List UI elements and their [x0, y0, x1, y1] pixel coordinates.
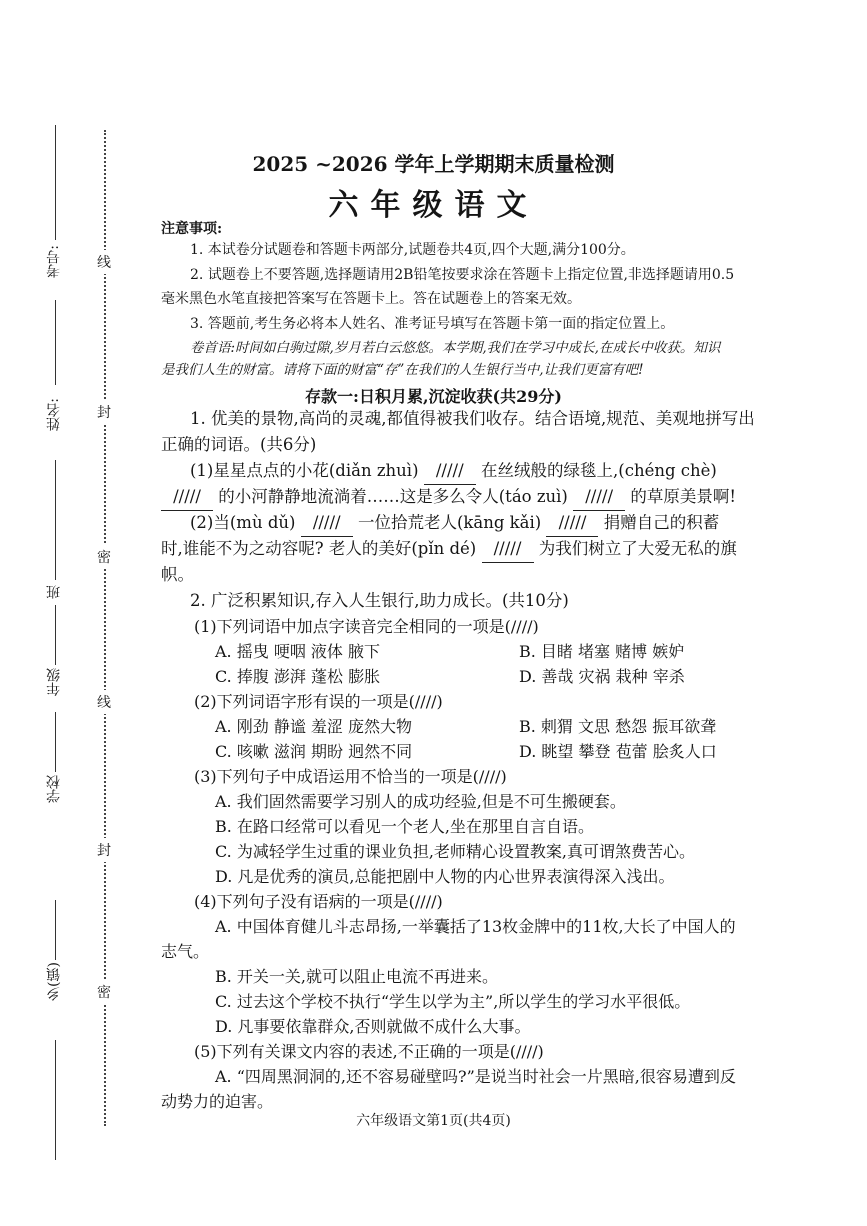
bind-mark-feng: 封 [97, 838, 111, 862]
notice-item-2: 2. 试题卷上不要答题,选择题请用2B铅笔按要求涂在答题卡上指定位置,非选择题请用0.5 [190, 267, 735, 283]
preface-line-2: 是我们人生的财富。请将下面的财富“存”在我们的人生银行当中,让我们更富有吧! [161, 362, 644, 378]
q2-sub4-option-a: A. 中国体育健儿斗志昂扬,一举囊括了13枚金牌中的11枚,大长了中国人的 [215, 917, 736, 936]
q2-sub2-option-d: D. 眺望 攀登 苞蕾 脍炙人口 [519, 742, 717, 761]
section-1-title: 存款一:日积月累,沉淀收获(共29分) [305, 387, 562, 406]
exam-number-label: 考号: [46, 245, 62, 278]
q1-stem-1: 1. 优美的景物,高尚的灵魂,都值得被我们收存。结合语境,规范、美观地拼写出 [190, 409, 755, 428]
bind-mark-mi: 密 [97, 980, 111, 1004]
q1-line-1: (1)星星点点的小花(diǎn zhuì) ///// 在丝绒般的绿毯上,(chéng chè) [190, 458, 717, 485]
answer-blank: ///// [301, 510, 353, 537]
class-line [55, 460, 56, 580]
notice-item-2-cont: 毫米黑色水笔直接把答案写在答题卡上。答在试题卷上的答案无效。 [161, 291, 581, 307]
q2-sub4-option-d: D. 凡事要依靠群众,否则就做不成什么大事。 [215, 1017, 531, 1036]
school-label: 学校 [46, 775, 62, 803]
exam-title: 2025 ~2026 学年上学期期末质量检测 [252, 152, 615, 176]
notice-item-1: 1. 本试卷分试题卷和答题卡两部分,试题卷共4页,四个大题,满分100分。 [190, 242, 635, 258]
q2-sub2: (2)下列词语字形有误的一项是(////) [194, 692, 443, 711]
name-line [55, 300, 56, 385]
bind-mark-feng: 封 [97, 400, 111, 424]
notice-item-3: 3. 答题前,考生务必将本人姓名、准考证号填写在答题卡第一面的指定位置上。 [190, 316, 675, 332]
q2-sub1-option-d: D. 善哉 灾祸 栽种 宰杀 [519, 667, 685, 686]
q2-sub5-option-a-cont: 动势力的迫害。 [161, 1092, 274, 1111]
bind-mark-xian: 线 [97, 690, 111, 714]
answer-blank: ///// [161, 484, 213, 511]
q2-sub4: (4)下列句子没有语病的一项是(////) [194, 892, 443, 911]
town-label: 乡(镇) [46, 962, 62, 1001]
q2-sub3: (3)下列句子中成语运用不恰当的一项是(////) [194, 767, 507, 786]
q2-sub1-option-a: A. 摇曳 哽咽 液体 腋下 [215, 642, 380, 661]
answer-blank: ///// [424, 458, 476, 485]
q2-sub3-option-a: A. 我们固然需要学习别人的成功经验,但是不可生搬硬套。 [215, 792, 626, 811]
q1-line-4: 时,谁能不为之动容呢? 老人的美好(pǐn dé) ///// 为我们树立了大爱无私的旗 [161, 536, 737, 563]
q2-sub1: (1)下列词语中加点字读音完全相同的一项是(////) [194, 617, 539, 636]
q2-sub1-option-c: C. 捧腹 澎湃 蓬松 膨胀 [215, 667, 381, 686]
subject-title: 六年级语文 [328, 188, 539, 223]
notice-heading: 注意事项: [161, 221, 223, 237]
class-label: 班 [46, 585, 62, 599]
q1-line-3: (2)当(mù dǔ) ///// 一位拾荒老人(kāng kǎi) ///// 捐赠自己的积蓄 [190, 510, 719, 537]
q1-stem-2: 正确的词语。(共6分) [161, 435, 317, 454]
preface-line-1: 卷首语:时间如白驹过隙,岁月若白云悠悠。本学期,我们在学习中成长,在成长中收获。知识 [190, 340, 721, 356]
answer-blank: ///// [482, 536, 534, 563]
q2-sub2-option-a: A. 刚劲 静谧 羞涩 庞然大物 [215, 717, 412, 736]
name-label: 姓名: [46, 398, 62, 431]
q1-line-2: ///// 的小河静静地流淌着……这是多么令人(táo zuì) ///// 的草原美景啊! [161, 484, 736, 511]
town-line [55, 900, 56, 960]
grade-line [55, 605, 56, 665]
bind-mark-mi: 密 [97, 545, 111, 569]
q2-sub5-option-a: A. “四周黑洞洞的,还不容易碰壁吗?”是说当时社会一片黑暗,很容易遭到反 [215, 1067, 736, 1086]
q2-sub3-option-c: C. 为减轻学生过重的课业负担,老师精心设置教案,真可谓煞费苦心。 [215, 842, 696, 861]
q2-sub5: (5)下列有关课文内容的表述,不正确的一项是(////) [194, 1042, 544, 1061]
grade-label: 年级 [46, 668, 62, 696]
q2-sub4-option-b: B. 开关一关,就可以阻止电流不再进来。 [215, 967, 499, 986]
school-line [55, 712, 56, 772]
q2-sub2-option-b: B. 刺猬 文思 愁怨 振耳欲聋 [519, 717, 717, 736]
q2-sub3-option-b: B. 在路口经常可以看见一个老人,坐在那里自言自语。 [215, 817, 595, 836]
q2-sub3-option-d: D. 凡是优秀的演员,总能把剧中人物的内心世界表演得深入浅出。 [215, 867, 675, 886]
answer-blank: ///// [573, 484, 625, 511]
bind-mark-xian: 线 [97, 250, 111, 274]
margin-bottom-line [55, 1040, 56, 1160]
q2-sub2-option-c: C. 咳嗽 滋润 期盼 迥然不同 [215, 742, 413, 761]
binding-dotted-line [104, 130, 106, 1126]
q2-sub1-option-b: B. 目睹 堵塞 赌博 嫉妒 [519, 642, 685, 661]
q2-stem: 2. 广泛积累知识,存入人生银行,助力成长。(共10分) [190, 591, 569, 610]
page-footer: 六年级语文第1页(共4页) [356, 1113, 511, 1129]
q2-sub4-option-a-cont: 志气。 [161, 942, 210, 961]
answer-blank: ///// [546, 510, 598, 537]
q1-line-5: 帜。 [161, 565, 194, 584]
q2-sub4-option-c: C. 过去这个学校不执行“学生以学为主”,所以学生的学习水平很低。 [215, 992, 691, 1011]
